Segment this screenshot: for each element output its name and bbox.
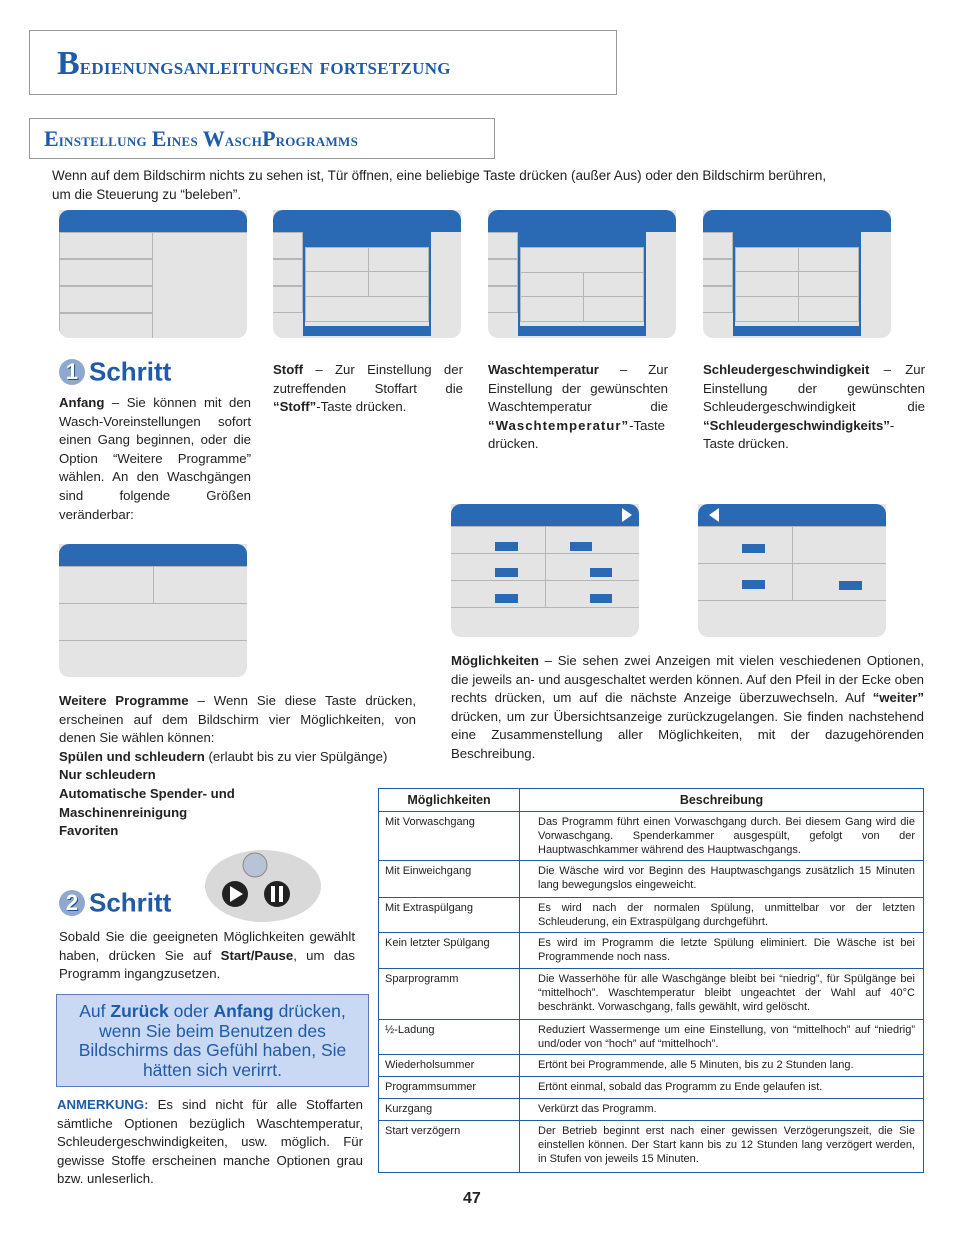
stoff-text-end: -Taste drücken. <box>316 399 407 415</box>
popup-option <box>305 296 429 322</box>
toggle-indicator <box>495 542 518 551</box>
intro-line-1: Wenn auf dem Bildschirm nichts zu sehen ist, Tür öffnen, eine beliebige Taste drücken (außer Aus) oder den Bildschirm berühren, <box>52 168 827 183</box>
table-row <box>379 812 924 861</box>
control-panel-icon <box>203 848 323 924</box>
popup-option <box>735 271 799 297</box>
section-title-initial-4: P <box>262 126 276 151</box>
schleuder-term: Schleudergeschwindigkeit <box>703 362 870 377</box>
arrow-right-icon <box>622 508 632 522</box>
zurueck-key: Zurück <box>110 1001 169 1021</box>
schleuder-key: “Schleudergeschwindigkeits” <box>703 417 890 433</box>
option-name: Programmsummer <box>379 1077 520 1099</box>
option-description: Verkürzt das Programm. <box>520 1099 924 1121</box>
screen-button <box>59 232 153 259</box>
weitere-item-1 <box>59 748 416 767</box>
popup-footer <box>305 326 429 334</box>
options-table <box>378 788 924 1173</box>
toggle-indicator <box>839 581 862 590</box>
toggle-indicator <box>495 568 518 577</box>
main-title-box <box>29 30 617 95</box>
main-title-rest: edienungsanleitungen fortsetzung <box>79 54 451 80</box>
table-row <box>379 1121 924 1173</box>
step2-heading <box>59 886 171 919</box>
anfang-text: – Sie können mit den Wasch-Voreinstellungen sofort einen Gang beginnen, oder die Option “Weitere Programme” wählen. An den Waschgängen sind folgende Größen veränderbar: <box>59 395 251 522</box>
screen-button <box>59 566 154 604</box>
stoff-paragraph <box>273 361 463 417</box>
popup-option <box>305 271 369 297</box>
popup-footer <box>735 326 859 334</box>
stoff-key: “Stoff” <box>273 399 317 415</box>
screen-optionen-1 <box>451 504 639 637</box>
table-row <box>379 861 924 898</box>
option-name: Kurzgang <box>379 1099 520 1121</box>
section-title-box <box>29 118 495 159</box>
weitere-item-3b: Maschinenreinigung <box>59 804 188 820</box>
temperatur-text-end: -Taste drücken. <box>488 417 666 452</box>
anmerkung-text: Es sind nicht für alle Stoffarten sämtliche Optionen bezüglich Waschtemperatur, Schleudergeschwindigkeiten, usw. möglich. Für gewisse Stoffe erscheinen manche Optionen grau bzw. unleserlich. <box>57 1097 363 1187</box>
screen-side-button <box>703 286 733 313</box>
section-title-word-2: ines <box>166 130 203 150</box>
step2-paragraph <box>59 928 355 984</box>
table-row <box>379 1099 924 1121</box>
table-row <box>379 1020 924 1055</box>
screen-weitere-programme <box>59 544 247 677</box>
options-table-wrapper <box>378 788 924 1173</box>
table-row <box>379 969 924 1020</box>
section-title-word-4: rogramms <box>275 130 359 150</box>
screen-side-button <box>703 259 733 286</box>
weitere-item-3a: Automatische Spender- und <box>59 785 235 801</box>
popup-option <box>368 247 429 272</box>
option-description: Reduziert Wassermenge um eine Einstellung, von “mittelhoch” auf “niedrig” und/oder von “hoch” auf “mittelhoch”. <box>520 1020 924 1055</box>
screen-main <box>59 210 247 338</box>
hint-text-end: drücken, wenn Sie beim Benutzen des Bildschirms das Gefühl haben, Sie hätten sich verirrt. <box>78 1001 347 1080</box>
screen-side-button <box>488 286 518 313</box>
weiter-key: “weiter” <box>872 690 924 706</box>
screen-waschtemperatur <box>488 210 676 338</box>
table-header-row <box>379 789 924 812</box>
screen-button <box>59 259 153 286</box>
option-description: Es wird nach der normalen Spülung, unmittelbar vor der letzten Schleuderung, ein Extraspülgang durchgeführt. <box>520 898 924 933</box>
weitere-text: – Wenn Sie diese Taste drücken, erscheinen auf dem Bildschirm vier Möglichkeiten, von denen Sie wählen können: <box>59 693 416 746</box>
step2-text: Sobald Sie die geeigneten Möglichkeiten gewählt haben, drücken Sie auf <box>59 929 355 963</box>
screen-option-cell <box>545 526 639 554</box>
option-name: Mit Einweichgang <box>379 861 520 898</box>
screen-title-bar <box>59 544 247 566</box>
screen-panel <box>152 232 247 338</box>
popup-header <box>520 230 644 247</box>
screen-option-cell <box>792 526 886 564</box>
weitere-paragraph <box>59 692 416 841</box>
section-title-word-3: asch <box>224 130 263 150</box>
moeglichkeiten-text: – Sie sehen zwei Anzeigen mit vielen veschiedenen Optionen, die jeweils an- und ausgeschaltet werden können. Auf den Pfeil in der Ecke oben rechts drücken, um auf die nächste Anzeige überzuwechseln. Auf <box>451 653 924 706</box>
popup-option <box>798 271 859 297</box>
screen-popup <box>303 228 431 336</box>
popup-option <box>798 296 859 322</box>
step1-heading <box>59 355 171 388</box>
start-pause-control <box>203 848 323 924</box>
hint-box <box>56 994 369 1087</box>
hint-text: Auf <box>79 1001 111 1021</box>
anmerkung-paragraph <box>57 1096 363 1189</box>
moeglichkeiten-paragraph <box>451 652 924 764</box>
screen-side-button <box>488 259 518 286</box>
temperatur-text: – Zur Einstellung der gewünschten Waschtemperatur die <box>488 362 668 415</box>
screen-side-button <box>703 232 733 259</box>
option-description: Es wird im Programm die letzte Spülung eliminiert. Die Wäsche ist bei Programmende noch nass. <box>520 933 924 969</box>
option-name: Sparprogramm <box>379 969 520 1020</box>
screen-side-button <box>273 286 303 313</box>
popup-footer <box>520 326 644 334</box>
option-name: Start verzögern <box>379 1121 520 1173</box>
toggle-indicator <box>742 580 765 589</box>
toggle-indicator <box>495 594 518 603</box>
weitere-item-1-label: Spülen und schleudern <box>59 748 205 764</box>
schleuder-text: – Zur Einstellung der gewünschten Schleudergeschwindigkeit die <box>703 362 925 415</box>
step1-number-icon: 1 <box>59 359 85 385</box>
screen-side-button <box>273 232 303 259</box>
section-title-initial-3: W <box>202 126 225 151</box>
popup-option <box>798 247 859 272</box>
step2-number-icon: 2 <box>59 890 85 916</box>
section-title-initial-2: E <box>151 126 167 151</box>
toggle-indicator <box>742 544 765 553</box>
screen-title-bar <box>59 210 247 232</box>
screen-side-button <box>273 259 303 286</box>
popup-header <box>735 230 859 247</box>
section-title-word-1: instellung <box>58 130 152 150</box>
option-description: Die Wasserhöhe für alle Waschgänge bleibt bei “niedrig”, für Spülgänge bei “mittelhoch”. Waschtemperatur bleibt ungeachtet der Wahl auf 40°C beschränkt. Vorwaschgang, falls gewählt, wird gelöscht. <box>520 969 924 1020</box>
table-row <box>379 1077 924 1099</box>
screen-optionen-2 <box>698 504 886 637</box>
table-row <box>379 898 924 933</box>
start-pause-label: Start/Pause <box>220 947 294 963</box>
option-name: Wiederholsummer <box>379 1055 520 1077</box>
main-title-initial: B <box>57 45 80 82</box>
section-title <box>44 126 358 152</box>
option-description: Der Betrieb beginnt erst nach einer gewissen Verzögerungszeit, die Sie einstellen können. Der Start kann bis zu 12 Stunden lang verzögert werden, in Stufen von jeweils 15 Minuten. <box>520 1121 924 1173</box>
schleuder-text-end: -Taste drücken. <box>703 417 895 452</box>
anmerkung-label: ANMERKUNG: <box>57 1097 149 1112</box>
moeglichkeiten-term: Möglichkeiten <box>451 653 539 668</box>
popup-option <box>735 247 799 272</box>
popup-option <box>520 272 584 297</box>
popup-option <box>305 247 369 272</box>
moeglichkeiten-text-end: drücken, um zur Übersichtsanzeige zurückzugelangen. Sie finden nachstehend eine Zusammenstellung aller Möglichkeiten, mit der dazugehörenden Beschreibung. <box>451 708 924 761</box>
step1-label: Schritt <box>89 356 172 387</box>
option-description: Ertönt einmal, sobald das Programm zu Ende gelaufen ist. <box>520 1077 924 1099</box>
toggle-indicator <box>590 594 612 603</box>
main-title <box>57 45 451 83</box>
option-description: Das Programm führt einen Vorwaschgang durch. Bei diesem Gang wird die Vorwaschgang. Spenderkammer ausgespült, gefolgt von der Hauptwaschkammer während des Hauptwaschgangs. <box>520 812 924 861</box>
stoff-text: – Zur Einstellung der zutreffenden Stoffart die <box>273 362 463 396</box>
screen-popup <box>733 228 861 336</box>
temperatur-paragraph <box>488 361 668 454</box>
table-row <box>379 933 924 969</box>
step2-text-end: , um das Programm ingangzusetzen. <box>59 947 355 982</box>
temperatur-key: “Waschtemperatur” <box>488 417 630 433</box>
page-number: 47 <box>463 1190 481 1207</box>
step2-label: Schritt <box>89 887 172 918</box>
screen-title-bar <box>698 504 886 526</box>
column-header-beschreibung: Beschreibung <box>520 789 924 812</box>
stoff-term: Stoff <box>273 362 304 377</box>
screen-side-button <box>488 232 518 259</box>
screen-button <box>59 603 247 641</box>
weitere-item-2: Nur schleudern <box>59 767 156 783</box>
schleuder-paragraph <box>703 361 925 454</box>
screen-popup <box>518 228 646 336</box>
hint-text-mid: oder <box>168 1001 214 1021</box>
screen-button <box>59 313 153 338</box>
popup-option <box>368 271 429 297</box>
popup-option <box>583 272 644 297</box>
anfang-key: Anfang <box>213 1001 274 1021</box>
section-title-initial-1: E <box>44 126 59 151</box>
toggle-indicator <box>590 568 612 577</box>
popup-option <box>520 296 584 322</box>
option-name: Mit Vorwaschgang <box>379 812 520 861</box>
popup-option <box>583 296 644 322</box>
table-row <box>379 1055 924 1077</box>
option-description: Die Wäsche wird vor Beginn des Hauptwaschgangs zusätzlich 15 Minuten lang bewegungslos eingeweicht. <box>520 861 924 898</box>
arrow-left-icon <box>709 508 719 522</box>
option-name: Mit Extraspülgang <box>379 898 520 933</box>
anfang-paragraph <box>59 394 251 524</box>
temperatur-term: Waschtemperatur <box>488 362 599 377</box>
intro-line-2: um die Steuerung zu “beleben”. <box>52 187 242 202</box>
popup-option <box>520 247 644 273</box>
weitere-term: Weitere Programme <box>59 693 189 708</box>
column-header-moeglichkeiten: Möglichkeiten <box>379 789 520 812</box>
screen-button <box>59 286 153 313</box>
anfang-term: Anfang <box>59 395 105 410</box>
intro-text <box>52 166 932 204</box>
popup-option <box>735 296 799 322</box>
screen-title-bar <box>451 504 639 526</box>
screen-stoff <box>273 210 461 338</box>
popup-header <box>305 230 429 247</box>
toggle-indicator <box>570 542 592 551</box>
screen-schleudergeschwindigkeit <box>703 210 891 338</box>
option-name: Kein letzter Spülgang <box>379 933 520 969</box>
weitere-item-4: Favoriten <box>59 823 119 839</box>
option-name: ½-Ladung <box>379 1020 520 1055</box>
weitere-item-1-note: (erlaubt bis zu vier Spülgänge) <box>204 748 388 764</box>
option-description: Ertönt bei Programmende, alle 5 Minuten, bis zu 2 Stunden lang. <box>520 1055 924 1077</box>
screen-button <box>153 566 247 604</box>
